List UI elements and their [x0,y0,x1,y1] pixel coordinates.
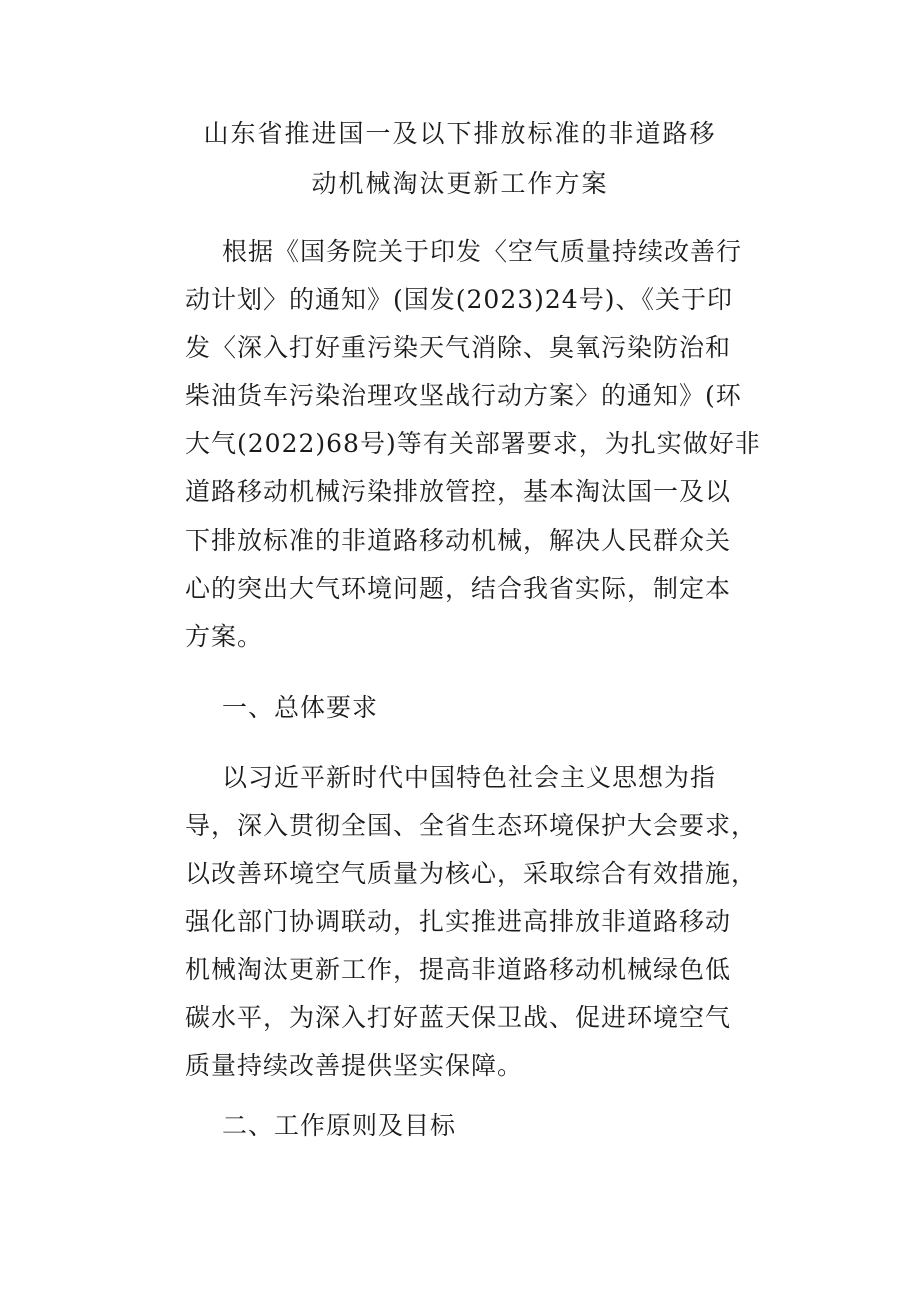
paragraph-1-line: 柴油货车污染治理攻坚战行动方案〉的通知》(环 [185,381,742,410]
paragraph-2-line: 以改善环境空气质量为核心，采取综合有效措施， [185,859,758,888]
document-title-line-1: 山东省推进国一及以下排放标准的非道路移 [203,119,717,148]
paragraph-1-line: 动计划〉的通知》(国发(2023)24号)、《关于印 [185,285,733,314]
document-title-line-2: 动机械淘汰更新工作方案 [311,169,609,198]
section-heading-1: 一、总体要求 [222,693,379,722]
paragraph-2-line: 碳水平，为深入打好蓝天保卫战、促进环境空气 [185,1003,732,1032]
paragraph-1-line: 下排放标准的非道路移动机械，解决人民群众关 [185,526,732,555]
paragraph-1-line: 大气(2022)68号)等有关部署要求，为扎实做好非 [185,429,761,458]
paragraph-1-line: 心的突出大气环境问题，结合我省实际，制定本 [185,574,732,603]
paragraph-2-line: 机械淘汰更新工作，提高非道路移动机械绿色低 [185,955,732,984]
paragraph-2-line: 强化部门协调联动，扎实推进高排放非道路移动 [185,907,732,936]
paragraph-1-line: 道路移动机械污染排放管控，基本淘汰国一及以 [185,477,732,506]
paragraph-1-line: 方案。 [185,622,264,651]
paragraph-2-line: 质量持续改善提供坚实保障。 [185,1051,524,1080]
paragraph-2-line: 导，深入贯彻全国、全省生态环境保护大会要求， [185,811,758,840]
paragraph-1-line: 发〈深入打好重污染天气消除、臭氧污染防治和 [185,333,732,362]
paragraph-1-line: 根据《国务院关于印发〈空气质量持续改善行 [222,237,743,266]
section-heading-2: 二、工作原则及目标 [222,1111,457,1140]
paragraph-2-line: 以习近平新时代中国特色社会主义思想为指 [222,763,717,792]
